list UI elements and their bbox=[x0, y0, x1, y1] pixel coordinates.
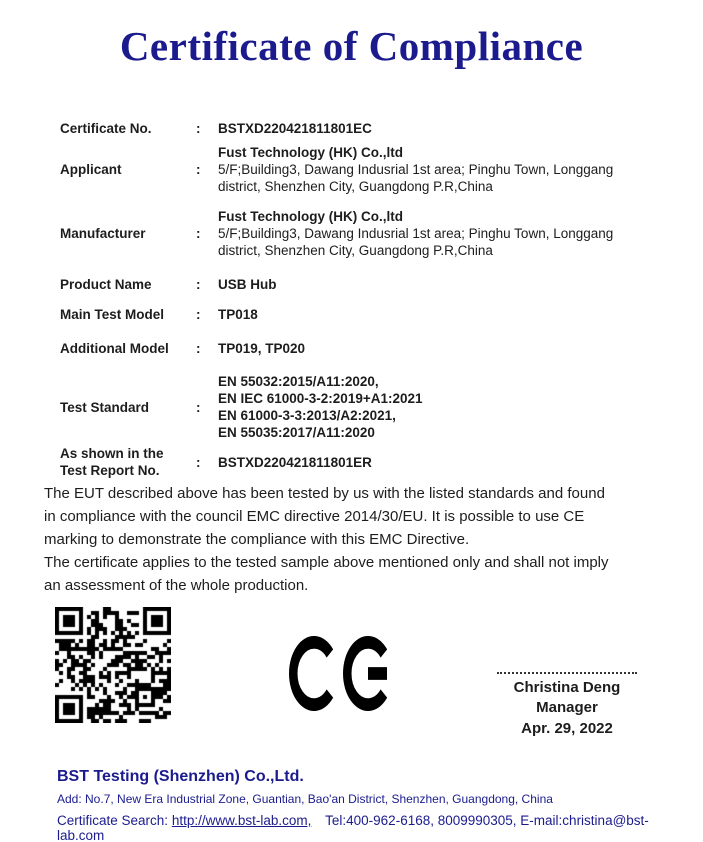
qr-code-icon bbox=[55, 607, 171, 723]
test-standard-line: EN IEC 61000-3-2:2019+A1:2021 bbox=[218, 391, 423, 406]
statement-line: The EUT described above has been tested by us with the listed standards and found bbox=[44, 485, 605, 502]
page-title: Certificate of Compliance bbox=[119, 23, 584, 69]
field-value bbox=[218, 373, 663, 441]
field-colon: : bbox=[196, 399, 201, 415]
field-certificate-no bbox=[60, 120, 663, 137]
field-value bbox=[218, 208, 663, 259]
certificate-search-label: Certificate Search: bbox=[57, 813, 169, 828]
statement-line: The certificate applies to the tested sample above mentioned only and shall not imply bbox=[44, 554, 609, 571]
field-label: Main Test Model bbox=[60, 307, 165, 322]
field-label: Additional Model bbox=[60, 341, 169, 356]
footer-company-name: BST Testing (Shenzhen) Co.,Ltd. bbox=[57, 768, 304, 785]
field-label: Product Name bbox=[60, 277, 152, 292]
certificate-search-link[interactable]: http://www.bst-lab.com, bbox=[171, 813, 312, 828]
footer-address: Add: No.7, New Era Industrial Zone, Guantian, Bao'an District, Shenzhen, Guangdong, China bbox=[57, 792, 553, 806]
field-value: BSTXD220421811801EC bbox=[218, 121, 372, 136]
statement-line: marking to demonstrate the compliance with this EMC Directive. bbox=[44, 531, 470, 548]
signature-block bbox=[473, 657, 661, 737]
manufacturer-address-line2: district, Shenzhen City, Guangdong P.R,China bbox=[218, 243, 493, 258]
field-colon: : bbox=[196, 454, 201, 470]
footer bbox=[57, 768, 683, 842]
statement-line: an assessment of the whole production. bbox=[44, 577, 309, 594]
field-value bbox=[218, 144, 663, 195]
field-value: USB Hub bbox=[218, 277, 277, 292]
certificate-fields bbox=[60, 120, 663, 479]
test-standard-line: EN 55035:2017/A11:2020 bbox=[218, 425, 375, 440]
applicant-address-line2: district, Shenzhen City, Guangdong P.R,China bbox=[218, 179, 493, 194]
compliance-statement bbox=[44, 482, 673, 597]
manufacturer-company: Fust Technology (HK) Co.,ltd bbox=[218, 209, 403, 224]
field-colon: : bbox=[196, 121, 201, 136]
field-additional-model bbox=[60, 340, 663, 357]
field-main-test-model bbox=[60, 306, 663, 323]
field-colon: : bbox=[196, 341, 201, 356]
statement-line: in compliance with the council EMC directive 2014/30/EU. It is possible to use CE bbox=[44, 508, 585, 525]
field-test-standard bbox=[60, 373, 663, 441]
field-label: Applicant bbox=[60, 162, 122, 177]
applicant-address-line1: 5/F;Building3, Dawang Indusrial 1st area; Pinghu Town, Longgang bbox=[218, 162, 614, 177]
signatory-name: Christina Deng bbox=[513, 679, 621, 696]
field-label: Test Standard bbox=[60, 399, 150, 415]
test-report-label-line1: As shown in the bbox=[60, 446, 164, 461]
field-value: TP018 bbox=[218, 307, 258, 322]
field-colon: : bbox=[196, 307, 201, 322]
applicant-company: Fust Technology (HK) Co.,ltd bbox=[218, 145, 403, 160]
signatory-title: Manager bbox=[536, 699, 598, 716]
manufacturer-address-line1: 5/F;Building3, Dawang Indusrial 1st area; Pinghu Town, Longgang bbox=[218, 226, 614, 241]
certificate-page bbox=[0, 22, 703, 842]
field-value: TP019, TP020 bbox=[218, 341, 306, 356]
field-label bbox=[60, 445, 196, 479]
marks-signature-band bbox=[0, 597, 703, 765]
footer-contact-info: Tel:400-962-6168, 8009990305, E-mail:christina@bst-lab.com bbox=[57, 813, 649, 842]
footer-search-row bbox=[57, 813, 683, 842]
field-colon: : bbox=[196, 277, 201, 292]
field-applicant bbox=[60, 144, 663, 195]
field-label: Certificate No. bbox=[60, 121, 152, 136]
signature-dotted-line bbox=[497, 672, 637, 674]
ce-mark-icon bbox=[289, 636, 393, 711]
field-colon: : bbox=[196, 226, 201, 241]
field-colon: : bbox=[196, 162, 201, 177]
field-label: Manufacturer bbox=[60, 226, 146, 241]
field-manufacturer bbox=[60, 208, 663, 259]
test-standard-line: EN 61000-3-3:2013/A2:2021, bbox=[218, 408, 396, 423]
field-value: BSTXD220421811801ER bbox=[218, 454, 372, 470]
signature-date: Apr. 29, 2022 bbox=[521, 720, 613, 737]
test-standard-line: EN 55032:2015/A11:2020, bbox=[218, 374, 379, 389]
field-product-name bbox=[60, 276, 663, 293]
field-test-report-no bbox=[60, 445, 663, 479]
test-report-label-line2: Test Report No. bbox=[60, 463, 160, 478]
